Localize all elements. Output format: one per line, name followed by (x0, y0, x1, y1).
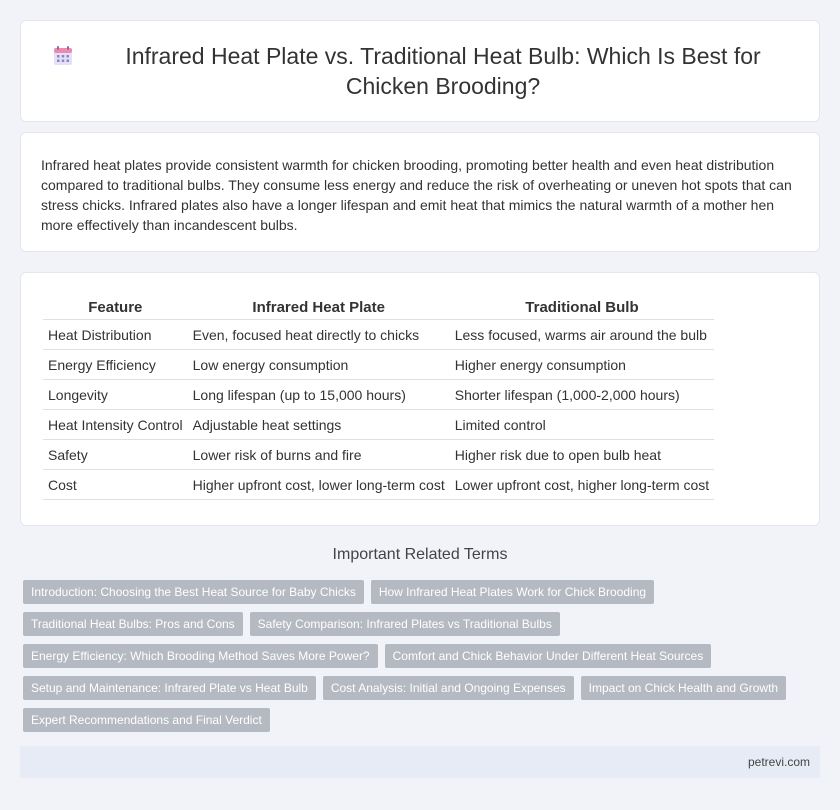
table-row (43, 470, 714, 500)
table-row (43, 410, 714, 440)
related-tag[interactable]: Traditional Heat Bulbs: Pros and Cons (23, 612, 243, 636)
related-terms-title: Important Related Terms (332, 546, 508, 563)
table-cell: Safety (43, 440, 188, 470)
table-cell: Heat Intensity Control (43, 410, 188, 440)
related-tag[interactable]: Expert Recommendations and Final Verdict (23, 708, 270, 732)
summary-text: Infrared heat plates provide consistent warmth for chicken brooding, promoting better health and even heat distribution compared to traditional bulbs. They consume less energy and reduce the risk of overheating or uneven hot spots that can stress chicks. Infrared plates also have a longer lifespan and emit heat that mimics the natural warmth of a mother hen more effectively than incandescent bulbs. (41, 157, 792, 233)
table-cell: Lower risk of burns and fire (188, 440, 450, 470)
related-tag[interactable]: Energy Efficiency: Which Brooding Method Saves More Power? (23, 644, 378, 668)
comparison-table-card (20, 272, 820, 526)
table-cell: Less focused, warms air around the bulb (450, 320, 714, 350)
summary-card (20, 132, 820, 252)
table-header-row (43, 295, 714, 320)
related-tag[interactable]: Cost Analysis: Initial and Ongoing Expenses (323, 676, 574, 700)
column-header: Traditional Bulb (450, 295, 714, 320)
column-header: Feature (43, 295, 188, 320)
related-tag[interactable]: Setup and Maintenance: Infrared Plate vs Heat Bulb (23, 676, 316, 700)
related-tag[interactable]: Comfort and Chick Behavior Under Different Heat Sources (385, 644, 712, 668)
table-row (43, 440, 714, 470)
related-tag[interactable]: How Infrared Heat Plates Work for Chick Brooding (371, 580, 654, 604)
table-row (43, 320, 714, 350)
table-cell: Heat Distribution (43, 320, 188, 350)
related-tag[interactable]: Impact on Chick Health and Growth (581, 676, 786, 700)
table-cell: Long lifespan (up to 15,000 hours) (188, 380, 450, 410)
table-cell: Energy Efficiency (43, 350, 188, 380)
table-cell: Higher risk due to open bulb heat (450, 440, 714, 470)
table-cell: Even, focused heat directly to chicks (188, 320, 450, 350)
header-card (20, 20, 820, 122)
table-cell: Limited control (450, 410, 714, 440)
table-cell: Cost (43, 470, 188, 500)
comparison-table (43, 295, 714, 500)
related-tag[interactable]: Introduction: Choosing the Best Heat Source for Baby Chicks (23, 580, 364, 604)
table-row (43, 380, 714, 410)
calendar-icon (51, 44, 75, 68)
footer (20, 746, 820, 778)
column-header: Infrared Heat Plate (188, 295, 450, 320)
table-cell: Longevity (43, 380, 188, 410)
table-cell: Adjustable heat settings (188, 410, 450, 440)
table-cell: Shorter lifespan (1,000-2,000 hours) (450, 380, 714, 410)
related-tag[interactable]: Safety Comparison: Infrared Plates vs Traditional Bulbs (250, 612, 560, 636)
table-cell: Higher upfront cost, lower long-term cost (188, 470, 450, 500)
table-cell: Low energy consumption (188, 350, 450, 380)
related-terms-tags (23, 580, 823, 740)
table-cell: Higher energy consumption (450, 350, 714, 380)
table-cell: Lower upfront cost, higher long-term cost (450, 470, 714, 500)
footer-site-link[interactable]: petrevi.com (747, 755, 810, 769)
table-row (43, 350, 714, 380)
page-title: Infrared Heat Plate vs. Traditional Heat Bulb: Which Is Best for Chicken Brooding? (125, 43, 761, 99)
